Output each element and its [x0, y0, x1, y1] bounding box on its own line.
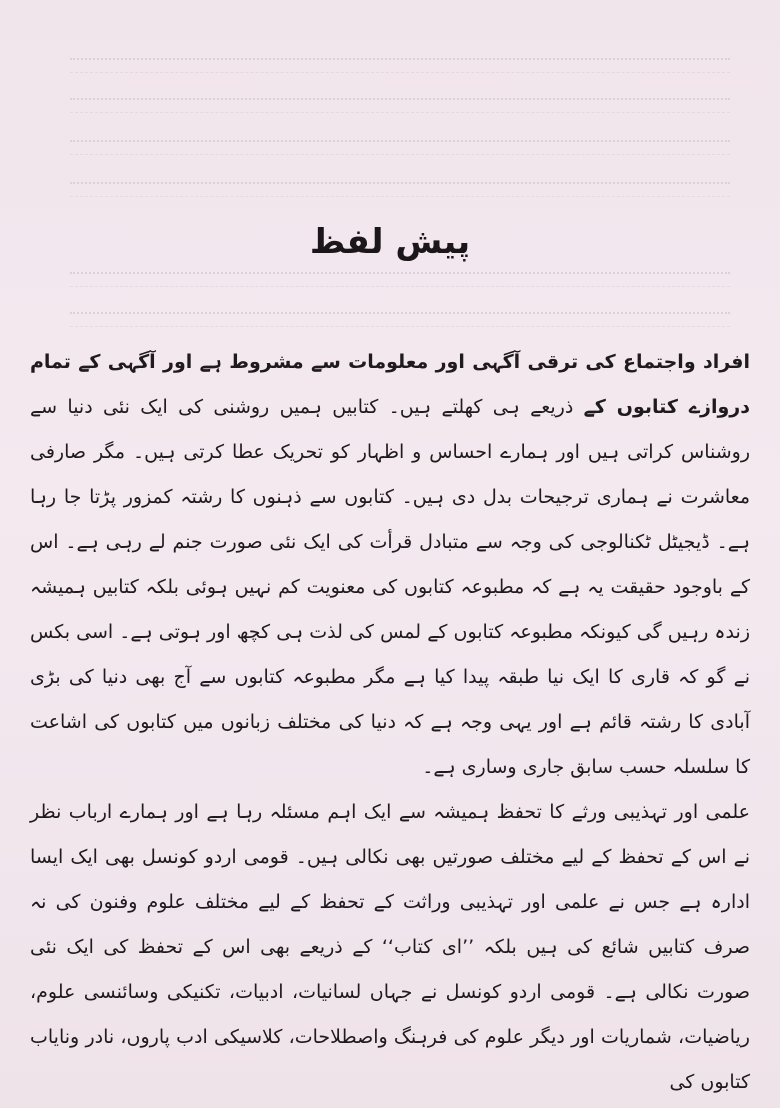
- show-through-line: [70, 58, 730, 73]
- body-text: [30, 340, 750, 1105]
- paragraph-1-rest: ذریعے ہی کھلتے ہیں۔ کتابیں ہمیں روشنی کی ایک نئی دنیا سے روشناس کراتی ہیں اور ہمارے احساس و اظہار کو تحریک عطا کرتی ہیں۔ مگر صارفی معاشرت نے ہماری ترجیحات بدل دی ہیں۔ کتابوں سے ذہنوں کا رشتہ کمزور پڑتا جا رہا ہے۔ ڈیجیٹل ٹکنالوجی کی وجہ سے متبادل قرأت کی ایک نئی صورت جنم لے رہی ہے۔ اس کے باوجود حقیقت یہ ہے کہ مطبوعہ کتابوں کی معنویت کم نہیں ہوئی بلکہ کتابیں ہمیشہ زندہ رہیں گی کیونکہ مطبوعہ کتابوں کے لمس کی لذت ہی کچھ اور ہوتی ہے۔ اسی بکس نے گو کہ قاری کا ایک نیا طبقہ پیدا کیا ہے مگر مطبوعہ کتابوں سے آج بھی دنیا کی بڑی آبادی کا رشتہ قائم ہے اور یہی وجہ ہے کہ دنیا کی مختلف زبانوں میں کتابوں کی اشاعت کا سلسلہ حسب سابق جاری وساری ہے۔: [30, 396, 750, 778]
- page-title: پیش لفظ: [309, 222, 471, 262]
- show-through-line: [70, 140, 730, 155]
- paragraph-1: [30, 340, 750, 790]
- paragraph-1-lead: افراد واجتماع کی ترقی آگہی اور معلومات سے مشروط ہے اور آگہی کے تمام دروازے کتابوں کے: [30, 351, 750, 418]
- paragraph-2: علمی اور تہذیبی ورثے کا تحفظ ہمیشہ سے ایک اہم مسئلہ رہا ہے اور ہمارے ارباب نظر نے اس کے تحفظ کے لیے مختلف صورتیں بھی نکالی ہیں۔ قومی اردو کونسل بھی ایک ایسا ادارہ ہے جس نے علمی اور تہذیبی وراثت کے تحفظ کے لیے مختلف علوم وفنون کی نہ صرف کتابیں شائع کی ہیں بلکہ ’’ای کتاب‘‘ کے ذریعے بھی اس کے تحفظ کی ایک نئی صورت نکالی ہے۔ قومی اردو کونسل نے جہاں لسانیات، ادبیات، تکنیکی وسائنسی علوم، ریاضیات، شماریات اور دیگر علوم کی فرہنگ واصطلاحات، کلاسیکی ادب پاروں، نادر ونایاب کتابوں کی: [30, 801, 750, 1093]
- show-through-line: [70, 312, 730, 327]
- show-through-line: [70, 182, 730, 197]
- show-through-line: [70, 272, 730, 287]
- show-through-line: [70, 98, 730, 113]
